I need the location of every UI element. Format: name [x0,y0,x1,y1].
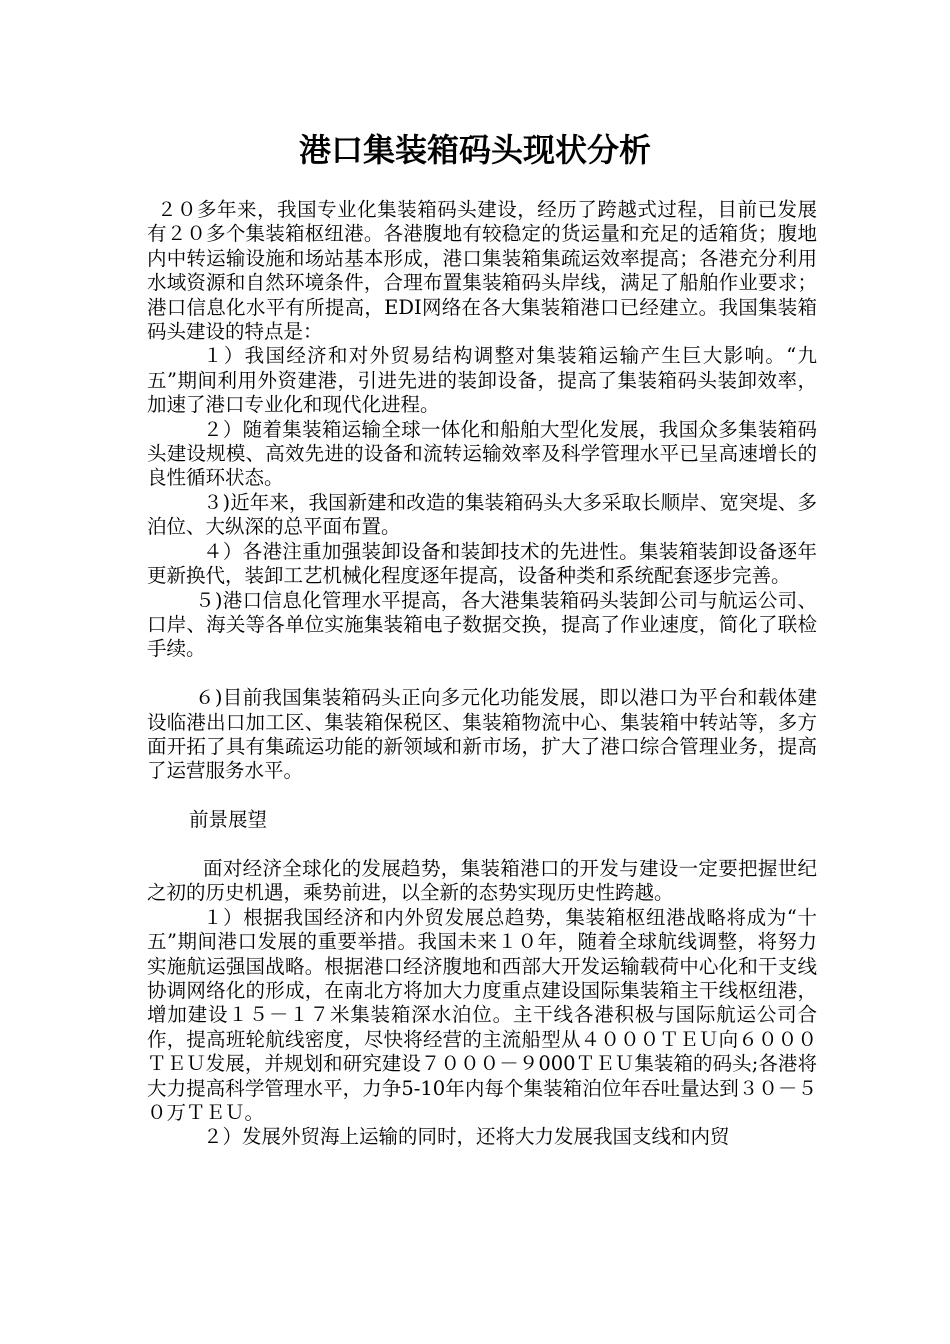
intro-paragraph: ２０多年来，我国专业化集装箱码头建设，经历了跨越式过程，目前已发展有２０多个集装箱枢纽港。各港腹地有较稳定的货运量和充足的适箱货；腹地内中转运输设施和场站基本形成，港口集装箱集疏运效率提高；各港充分利用水域资源和自然环境条件，合理布置集装箱码头岸线，满足了船舶作业要求；港口信息化水平有所提高，EDI网络在各大集装箱港口已经建立。我国集装箱码头建设的特点是： [147,198,817,344]
paragraph-spacer [147,662,817,686]
document-title: 港口集装箱码头现状分析 [298,131,651,169]
document-body [147,198,817,1150]
section-heading-outlook: 前景展望 [189,808,268,832]
feature-item-3: ３)近年来，我国新建和改造的集装箱码头大多采取长顺岸、宽突堤、多泊位、大纵深的总平面布置。 [147,490,817,539]
paragraph-spacer [147,833,817,857]
outlook-intro-paragraph: 面对经济全球化的发展趋势，集装箱港口的开发与建设一定要把握世纪之初的历史机遇，乘势前进，以全新的态势实现历史性跨越。 [147,856,817,905]
feature-item-4: ４）各港注重加强装卸设备和装卸技术的先进性。集装箱装卸设备逐年更新换代，装卸工艺机械化程度逐年提高，设备种类和系统配套逐步完善。 [147,539,817,588]
feature-item-6: ６)目前我国集装箱码头正向多元化功能发展，即以港口为平台和载体建设临港出口加工区、集装箱保税区、集装箱物流中心、集装箱中转站等，多方面开拓了具有集疏运功能的新领域和新市场，扩大了港口综合管理业务，提高了运营服务水平。 [147,686,817,783]
paragraph-spacer [147,784,817,808]
outlook-item-2: ２）发展外贸海上运输的同时，还将大力发展我国支线和内贸 [203,1125,730,1149]
feature-item-5: ５)港口信息化管理水平提高，各大港集装箱码头装卸公司与航运公司、口岸、海关等各单位实施集装箱电子数据交换，提高了作业速度，简化了联检手续。 [147,588,817,661]
outlook-item-1: １）根据我国经济和内外贸发展总趋势，集装箱枢纽港战略将成为“十五”期间港口发展的重要举措。我国未来１０年，随着全球航线调整，将努力实施航运强国战略。根据港口经济腹地和西部大开发运输载荷中心化和干支线协调网络化的形成，在南北方将加大力度重点建设国际集装箱主干线枢纽港，增加建设１５－１７米集装箱深水泊位。主干线各港积极与国际航运公司合作，提高班轮航线密度，尽快将经营的主流船型从４０００ＴＥＵ向６０００ＴＥＵ发展，并规划和研究建设７０００－９000ＴＥＵ集装箱的码头;各港将大力提高科学管理水平，力争5-10年内每个集装箱泊位年吞吐量达到３０－５０万ＴＥＵ。 [147,905,817,1124]
feature-item-2: ２）随着集装箱运输全球一体化和船舶大型化发展，我国众多集装箱码头建设规模、高效先进的设备和流转运输效率及科学管理水平已呈高速增长的良性循环状态。 [147,417,817,490]
feature-item-1: １）我国经济和对外贸易结构调整对集装箱运输产生巨大影响。“九五”期间利用外资建港，引进先进的装卸设备，提高了集装箱码头装卸效率，加速了港口专业化和现代化进程。 [147,344,817,417]
